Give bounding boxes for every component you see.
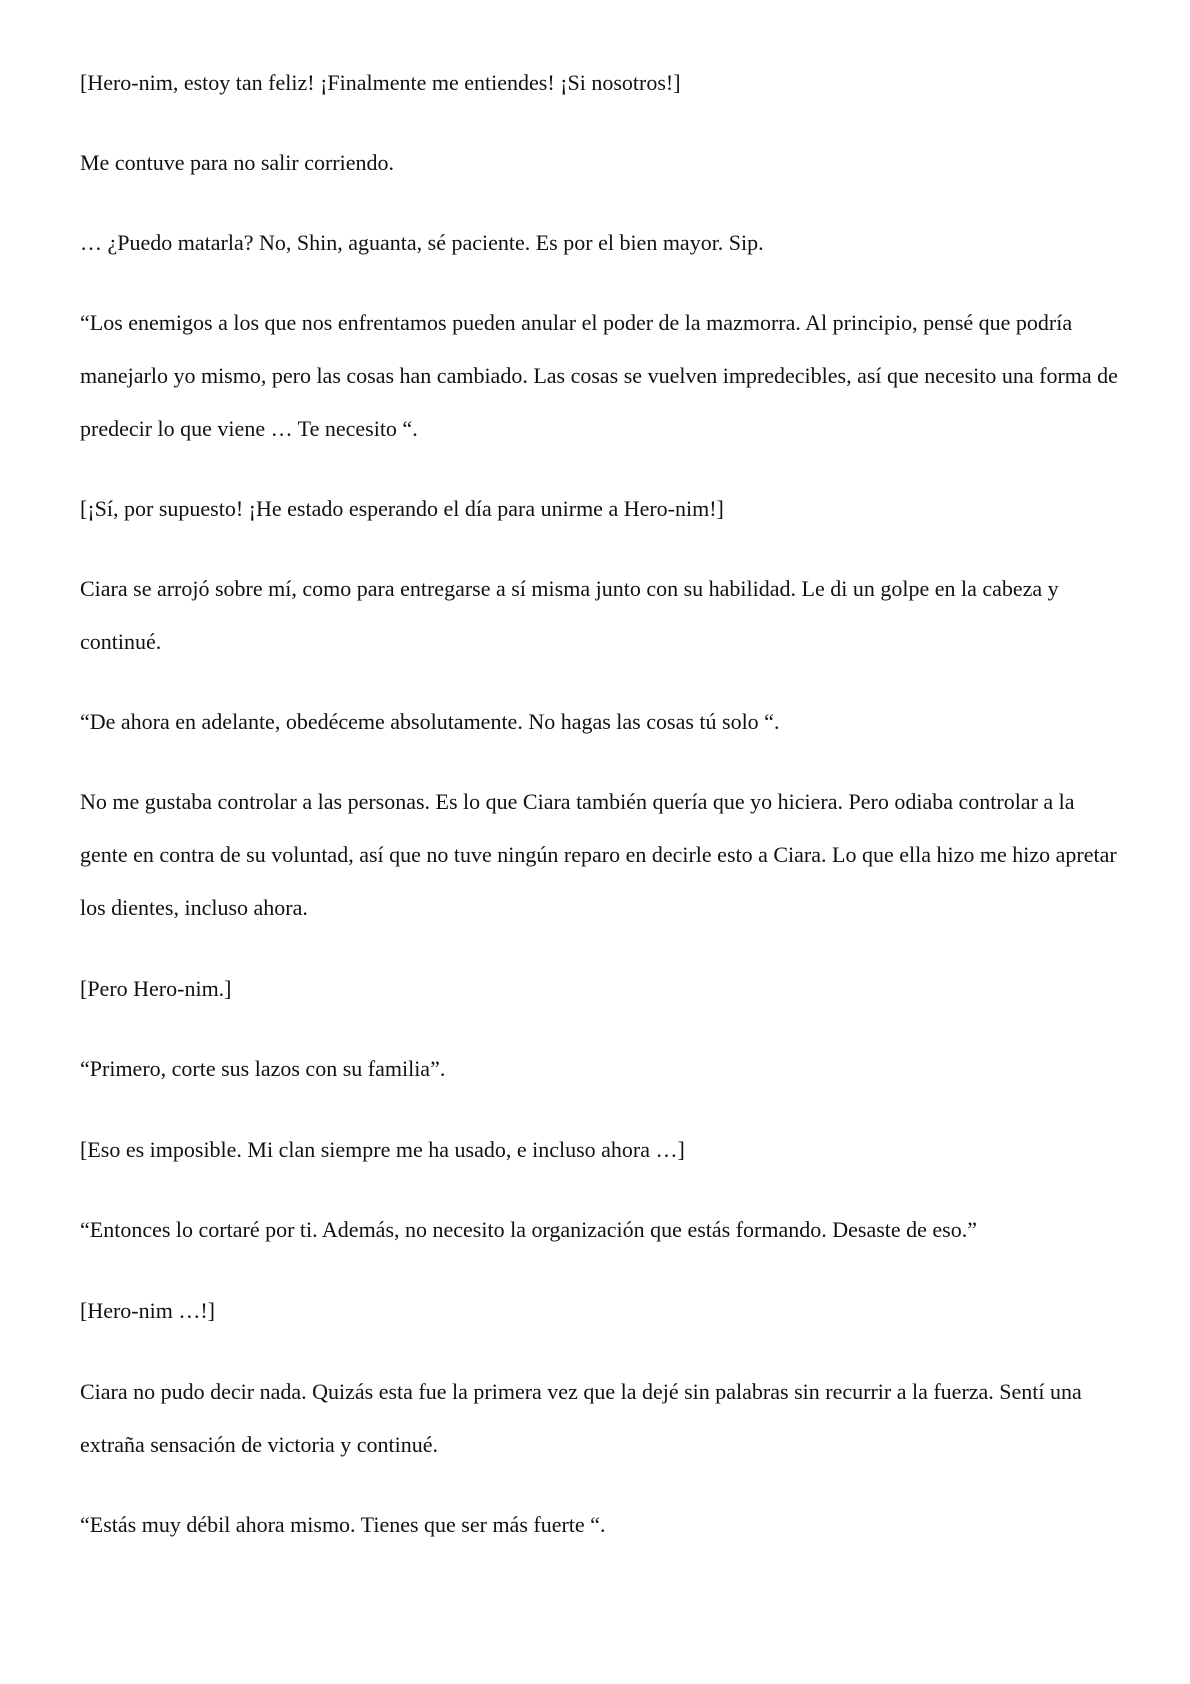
paragraph: “Estás muy débil ahora mismo. Tienes que ser más fuerte “.	[80, 1512, 606, 1537]
paragraph: … ¿Puedo matarla? No, Shin, aguanta, sé paciente. Es por el bien mayor. Sip.	[80, 230, 764, 255]
paragraph: “De ahora en adelante, obedéceme absolutamente. No hagas las cosas tú solo “.	[80, 709, 780, 734]
paragraph: Ciara no pudo decir nada. Quizás esta fue la primera vez que la dejé sin palabras sin recurrir a la fuerza. Sentí una extraña sensación de victoria y continué.	[80, 1379, 1082, 1457]
paragraph: Ciara se arrojó sobre mí, como para entregarse a sí misma junto con su habilidad. Le di un golpe en la cabeza y continué.	[80, 576, 1059, 654]
paragraph: [Hero-nim, estoy tan feliz! ¡Finalmente me entiendes! ¡Si nosotros!]	[80, 70, 681, 95]
paragraph: “Entonces lo cortaré por ti. Además, no necesito la organización que estás formando. Desaste de eso.”	[80, 1217, 978, 1242]
paragraph: “Los enemigos a los que nos enfrentamos pueden anular el poder de la mazmorra. Al principio, pensé que podría manejarlo yo mismo, pero las cosas han cambiado. Las cosas se vuelven impredecibles, así que necesito una forma de predecir lo que viene … Te necesito “.	[80, 310, 1118, 441]
paragraph: [Hero-nim …!]	[80, 1298, 216, 1323]
paragraph: [Eso es imposible. Mi clan siempre me ha usado, e incluso ahora …]	[80, 1137, 685, 1162]
paragraph: [Pero Hero-nim.]	[80, 976, 232, 1001]
paragraph: Me contuve para no salir corriendo.	[80, 150, 394, 175]
paragraph: [¡Sí, por supuesto! ¡He estado esperando el día para unirme a Hero-nim!]	[80, 496, 724, 521]
paragraph: “Primero, corte sus lazos con su familia”.	[80, 1056, 446, 1081]
paragraph: No me gustaba controlar a las personas. Es lo que Ciara también quería que yo hiciera. Pero odiaba controlar a la gente en contra de su voluntad, así que no tuve ningún reparo en decirle esto a Ciara. Lo que ella hizo me hizo apretar los dientes, incluso ahora.	[80, 789, 1117, 920]
